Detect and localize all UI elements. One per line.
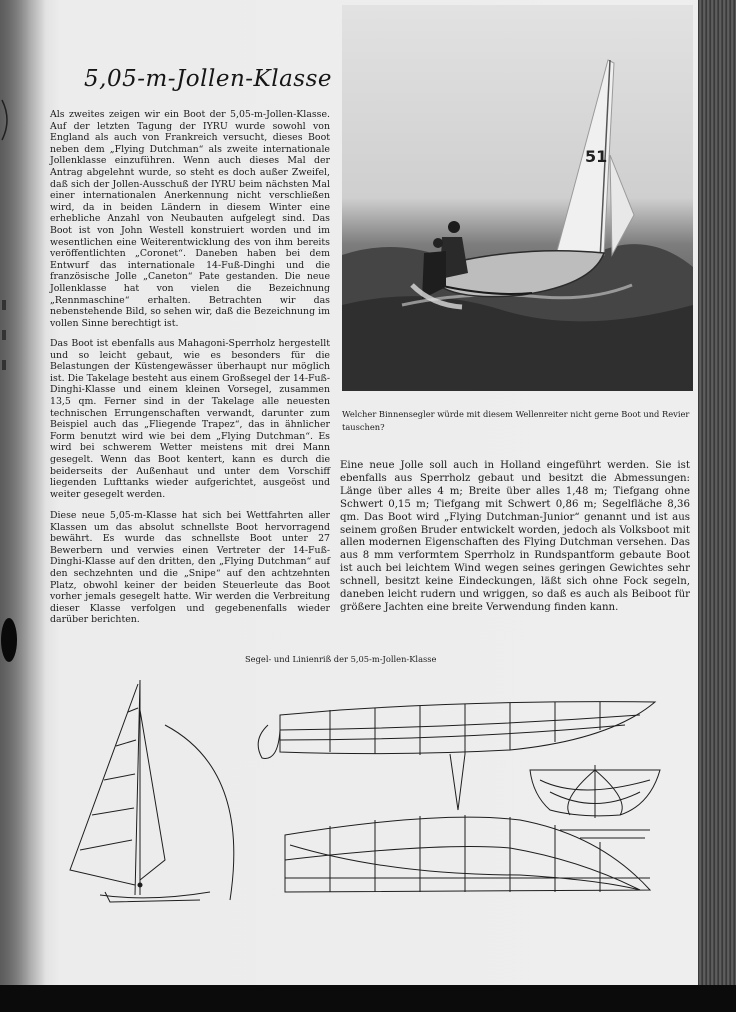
punch-hole (1, 618, 17, 662)
photo-caption: Welcher Binnensegler würde mit diesem Wellenreiter nicht gerne Boot und Revier tauschen? (342, 409, 690, 432)
paragraph-2: Das Boot ist ebenfalls aus Mahagoni-Sperrholz hergestellt und so leicht gebaut, wie es besonders für die Belastungen der Küstengewässer überhaupt nur möglich ist. Die Takelage besteht aus einem Großsegel der 14-Fuß-Dinghi-Klasse und einem kleinen Vorsegel, zusammen 13,5 qm. Ferner sind in der Takelage alle neuesten technischen Errungenschaften verwandt, darunter zum Beispiel auch das „Fliegende Trapez“, das in ähnlicher Form benutzt wird wie bei dem „Flying Dutchman“. Es wird bei schwerem Wetter meistens mit drei Mann gesegelt. Wenn das Boot kentert, kann es durch die beiderseits der Außenhaut und unter dem Vorschiff liegenden Lufttanks wieder aufgerichtet, ausgeöst und weiter gesegelt werden. (50, 338, 330, 500)
half-breadth-plan (285, 815, 650, 892)
article-title: 5,05-m-Jollen-Klasse (84, 66, 333, 92)
book-edge (698, 0, 736, 985)
drawing-caption: Segel- und Linienriß der 5,05-m-Jollen-Klasse (245, 654, 437, 664)
sailing-dinghy-photo (342, 5, 693, 391)
sail-and-lines-plan-drawing (40, 670, 700, 910)
paragraph-4: Eine neue Jolle soll auch in Holland eingeführt werden. Sie ist ebenfalls aus Sperrholz gebaut und besitzt die Abmessungen: Länge über alles 4 m; Breite über alles 1,48 m; Tiefgang ohne Schwert 0,15 m; Tiefgang mit Schwert 0,86 m; Segelfläche 8,36 qm. Das Boot wird „Flying Dutchman-Junior“ genannt und ist aus seinem großen Bruder entwickelt worden, jedoch als Volksboot mit allen modernen Eigenschaften des Flying Dutchman versehen. Das aus 8 mm verformtem Sperrholz in Rundspantform gebaute Boot ist auch bei leichtem Wind wegen seines geringen Gewichtes sehr schnell, besitzt keine Eindeckungen, läßt sich ohne Fock segeln, daneben leicht rudern und wriggen, so daß es auch als Beiboot für größere Jachten eine breite Verwendung finden kann. (340, 460, 690, 613)
paragraph-1: Als zweites zeigen wir ein Boot der 5,05-m-Jollen-Klasse. Auf der letzten Tagung der IYRU wurde sowohl von England als auch von Frankreich versucht, dieses Boot neben dem „Flying Dutchman“ als zweite internationale Jollenklasse einzuführen. Wenn auch dieses Mal der Antrag abgelehnt wurde, so steht es doch außer Zweifel, daß sich der Jollen-Ausschuß der IYRU beim nächsten Mal einer internationalen Anerkennung nicht verschließen wird, da in beiden Ländern in diesem Winter eine erhebliche Anzahl von Neubauten aufgelegt sind. Das Boot ist von John Westell konstruiert worden und im wesentlichen eine Weiterentwicklung des von ihm bereits veröffentlichten „Coronet“. Daneben haben bei dem Entwurf das internationale 14-Fuß-Dinghi und die französische Jolle „Caneton“ Pate gestanden. Die neue Jollenklasse hat von vielen die Bezeichnung „Rennmaschine“ erhalten. Betrachten wir das nebenstehende Bild, so sehen wir, daß die Bezeichnung im vollen Sinne berechtigt ist. (50, 109, 330, 329)
sail-number: 51 (585, 147, 608, 166)
paragraph-3: Diese neue 5,05-m-Klasse hat sich bei Wettfahrten aller Klassen um das absolut schnellste Boot hervorragend bewährt. Es wurde das schnellste Boot unter 27 Bewerbern und verwies einen Vertreter der 14-Fuß-Dinghi-Klasse auf den dritten, den „Flying Dutchman“ auf den sechzehnten und die „Snipe“ auf den achtzehnten Platz, obwohl keiner der beiden Steuerleute das Boot vorher jemals gesegelt hatte. Wir werden die Verbreitung dieser Klasse verfolgen und gegebenenfalls wieder darüber berichten. (50, 510, 330, 626)
sail-plan (70, 680, 234, 902)
scan-border (0, 985, 736, 1012)
